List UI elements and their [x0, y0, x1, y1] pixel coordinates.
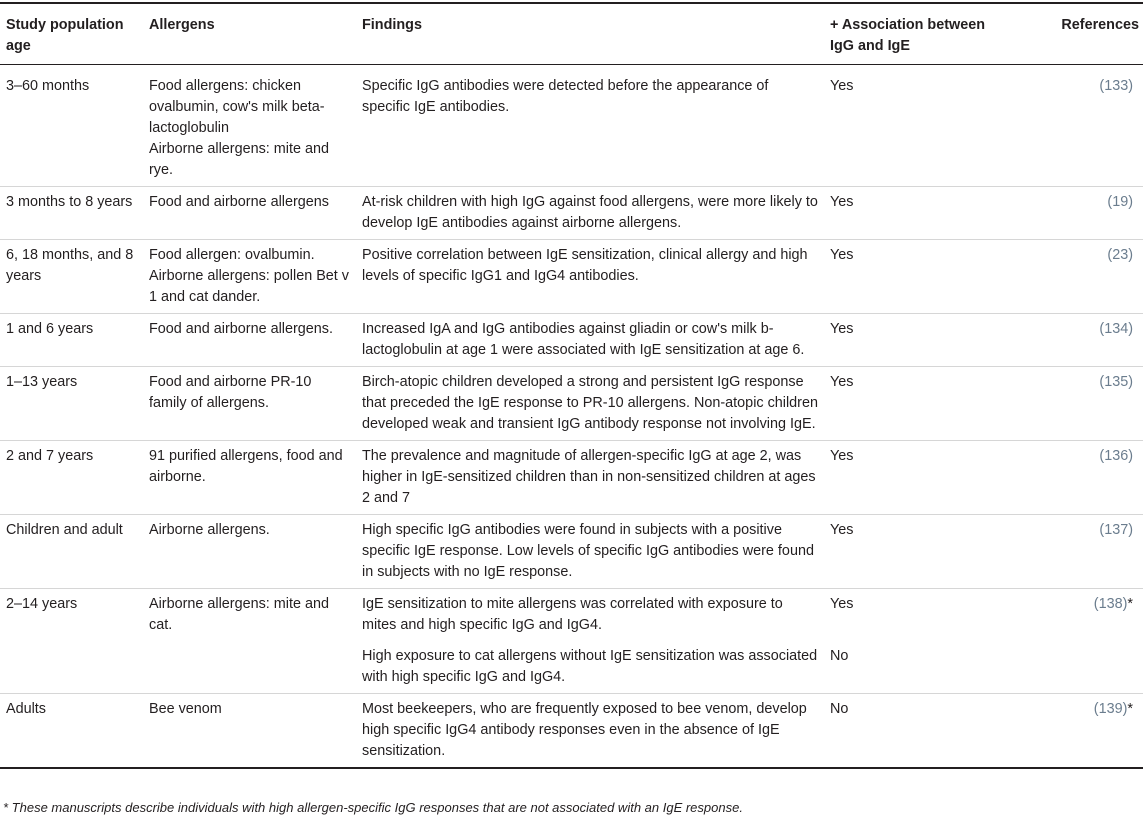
cell-association-line: Yes [830, 247, 854, 263]
cell-age [0, 441, 143, 515]
table-row [0, 65, 1143, 187]
cell-reference [997, 314, 1143, 367]
cell-reference [997, 641, 1143, 694]
cell-findings-line: The prevalence and magnitude of allergen-specific IgG at age 2, was higher in IgE-sensitized children than in non-sensitized children at ages 2 and 7 [362, 448, 816, 506]
cell-allergens [143, 694, 356, 769]
cell-association-line: Yes [830, 78, 854, 94]
table-row [0, 694, 1143, 769]
cell-allergens-line: Food and airborne PR-10 family of allergens. [149, 374, 312, 411]
header-row [0, 3, 1143, 65]
reference-open-paren: ( [1099, 522, 1105, 538]
header-findings: Findings [362, 17, 422, 33]
reference-close-paren: ) [1122, 701, 1128, 717]
cell-allergens-line: Airborne allergens: pollen Bet v 1 and cat dander. [149, 268, 349, 305]
reference-close-paren: ) [1128, 522, 1133, 538]
reference-link[interactable]: 135 [1104, 374, 1129, 390]
cell-association-line: Yes [830, 374, 854, 390]
cell-reference [997, 240, 1143, 314]
reference-link[interactable]: 137 [1104, 522, 1129, 538]
cell-association-line: Yes [830, 522, 854, 538]
footnote-marker: * [1127, 701, 1133, 717]
cell-allergens [143, 65, 356, 187]
table-footnote: * These manuscripts describe individuals with high allergen-specific IgG responses that are not associated with an IgE response. [3, 800, 743, 815]
reference-close-paren: ) [1128, 247, 1133, 263]
table-row [0, 187, 1143, 240]
cell-reference [997, 187, 1143, 240]
cell-age-line: 2–14 years [6, 596, 78, 612]
cell-findings-line: Positive correlation between IgE sensitization, clinical allergy and high levels of specific IgG1 and IgG4 antibodies. [362, 247, 808, 284]
cell-age-line: 6, 18 months, and 8 years [6, 247, 134, 284]
reference-open-paren: ( [1099, 78, 1105, 94]
header-association: + Association between IgG and IgE [830, 17, 986, 54]
cell-age [0, 515, 143, 589]
cell-findings-line: Birch-atopic children developed a strong and persistent IgG response that preceded the IgE response to PR-10 allergens. Non-atopic children developed weak and transient IgG antibody response not involving IgE. [362, 374, 818, 432]
cell-allergens [143, 589, 356, 642]
reference-open-paren: ( [1107, 194, 1113, 210]
cell-reference [997, 694, 1143, 769]
cell-age-line: 1–13 years [6, 374, 78, 390]
cell-association-line: Yes [830, 448, 854, 464]
reference-link[interactable]: 138 [1098, 596, 1123, 612]
cell-association [824, 367, 997, 441]
reference-open-paren: ( [1093, 701, 1099, 717]
cell-reference [997, 589, 1143, 642]
reference-close-paren: ) [1128, 78, 1133, 94]
reference-link[interactable]: 139 [1098, 701, 1123, 717]
cell-association [824, 314, 997, 367]
reference-close-paren: ) [1128, 448, 1133, 464]
reference-open-paren: ( [1099, 374, 1105, 390]
cell-age-line: 1 and 6 years [6, 321, 94, 337]
cell-allergens-line: Food and airborne allergens. [149, 321, 334, 337]
cell-findings-line: IgE sensitization to mite allergens was correlated with exposure to mites and high specific IgG and IgG4. [362, 596, 783, 633]
cell-age [0, 314, 143, 367]
table-header [0, 3, 1143, 65]
cell-association [824, 441, 997, 515]
cell-allergens-line: Food and airborne allergens [149, 194, 330, 210]
cell-findings [356, 240, 824, 314]
cell-age-line: 3 months to 8 years [6, 194, 133, 210]
footnote-marker: * [1127, 596, 1133, 612]
cell-association [824, 694, 997, 769]
cell-allergens-line: 91 purified allergens, food and airborne. [149, 448, 343, 485]
cell-allergens [143, 187, 356, 240]
cell-allergens [143, 441, 356, 515]
cell-findings-line: High exposure to cat allergens without IgE sensitization was associated with high specific IgG and IgG4. [362, 648, 818, 685]
cell-association [824, 515, 997, 589]
cell-findings [356, 65, 824, 187]
cell-age-line: 2 and 7 years [6, 448, 94, 464]
cell-findings [356, 187, 824, 240]
cell-allergens-line: Bee venom [149, 701, 222, 717]
reference-close-paren: ) [1128, 374, 1133, 390]
cell-reference [997, 367, 1143, 441]
reference-link[interactable]: 19 [1112, 194, 1129, 210]
cell-allergens-line: Airborne allergens: mite and cat. [149, 596, 329, 633]
cell-association [824, 240, 997, 314]
reference-link[interactable]: 134 [1104, 321, 1129, 337]
cell-age [0, 240, 143, 314]
table-row [0, 641, 1143, 694]
cell-reference [997, 441, 1143, 515]
table-row [0, 240, 1143, 314]
cell-association [824, 65, 997, 187]
cell-age-line: 3–60 months [6, 78, 90, 94]
cell-findings [356, 694, 824, 769]
cell-allergens [143, 240, 356, 314]
cell-findings [356, 367, 824, 441]
table-row [0, 515, 1143, 589]
table-row [0, 589, 1143, 642]
cell-age-line: Adults [6, 701, 46, 717]
cell-allergens-line: Airborne allergens: mite and rye. [149, 141, 329, 178]
header-age: Study population age [6, 17, 124, 54]
reference-open-paren: ( [1099, 448, 1105, 464]
cell-association [824, 589, 997, 642]
cell-association-line: Yes [830, 194, 854, 210]
cell-findings [356, 314, 824, 367]
cell-age [0, 641, 143, 694]
reference-link[interactable]: 133 [1104, 78, 1129, 94]
cell-reference [997, 515, 1143, 589]
reference-open-paren: ( [1093, 596, 1099, 612]
table-row [0, 367, 1143, 441]
cell-association-line: No [830, 648, 849, 664]
cell-association [824, 641, 997, 694]
cell-association [824, 187, 997, 240]
table-container [0, 2, 1143, 769]
cell-allergens-line: Food allergens: chicken ovalbumin, cow's milk beta-lactoglobulin [149, 78, 325, 136]
cell-allergens [143, 515, 356, 589]
cell-findings-line: At-risk children with high IgG against food allergens, were more likely to develop IgE antibodies against airborne allergens. [362, 194, 818, 231]
cell-allergens-line: Airborne allergens. [149, 522, 270, 538]
cell-age [0, 694, 143, 769]
cell-allergens [143, 367, 356, 441]
cell-findings-line: High specific IgG antibodies were found in subjects with a positive specific IgE response. Low levels of specific IgG antibodies were found in subjects with no IgE response. [362, 522, 814, 580]
cell-findings [356, 515, 824, 589]
cell-association-line: No [830, 701, 849, 717]
cell-findings [356, 589, 824, 642]
cell-allergens [143, 641, 356, 694]
cell-age-line: Children and adult [6, 522, 123, 538]
reference-link[interactable]: 23 [1112, 247, 1129, 263]
cell-findings-line: Most beekeepers, who are frequently exposed to bee venom, develop high specific IgG4 antibody responses even in the absence of IgE sensitization. [362, 701, 807, 759]
table-body [0, 65, 1143, 769]
cell-findings [356, 641, 824, 694]
cell-findings-line: Specific IgG antibodies were detected before the appearance of specific IgE antibodies. [362, 78, 769, 115]
reference-close-paren: ) [1128, 321, 1133, 337]
cell-findings [356, 441, 824, 515]
cell-allergens-line: Food allergen: ovalbumin. [149, 247, 315, 263]
reference-close-paren: ) [1122, 596, 1128, 612]
cell-association-line: Yes [830, 321, 854, 337]
cell-age [0, 187, 143, 240]
cell-age [0, 367, 143, 441]
cell-age [0, 589, 143, 642]
reference-open-paren: ( [1099, 321, 1105, 337]
reference-link[interactable]: 136 [1104, 448, 1129, 464]
cell-reference [997, 65, 1143, 187]
cell-association-line: Yes [830, 596, 854, 612]
reference-close-paren: ) [1128, 194, 1133, 210]
table-row [0, 441, 1143, 515]
table-row [0, 314, 1143, 367]
header-references: References [1061, 17, 1139, 33]
cell-allergens [143, 314, 356, 367]
cell-age [0, 65, 143, 187]
data-table [0, 2, 1143, 769]
cell-findings-line: Increased IgA and IgG antibodies against gliadin or cow's milk b-lactoglobulin at age 1 were associated with IgE sensitization at age 6. [362, 321, 805, 358]
header-allergens: Allergens [149, 17, 215, 33]
reference-open-paren: ( [1107, 247, 1113, 263]
